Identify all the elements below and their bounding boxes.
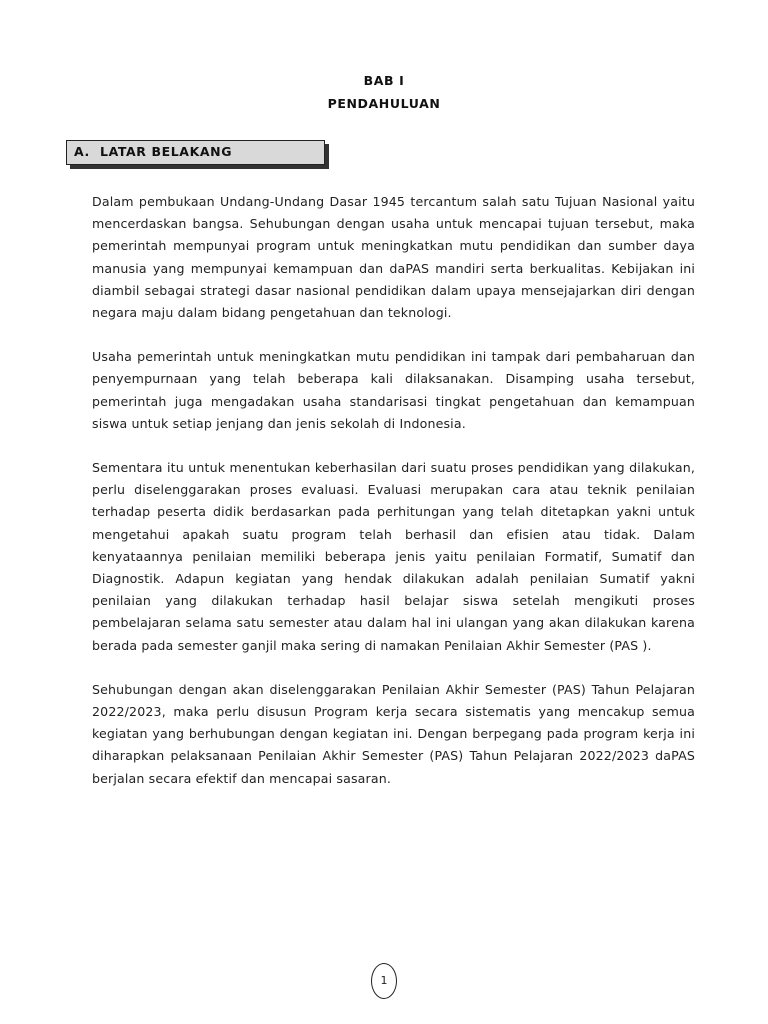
page-number: 1 xyxy=(371,963,397,999)
paragraph-2: Usaha pemerintah untuk meningkatkan mutu pendidikan ini tampak dari pembaharuan dan penyempurnaan yang telah beberapa kali dilaksanakan. Disamping usaha tersebut, pemerintah juga mengadakan usaha standarisasi tingkat pengetahuan dan kemampuan siswa untuk setiap jenjang dan jenis sekolah di Indonesia. xyxy=(92,349,695,431)
paragraph-3: Sementara itu untuk menentukan keberhasilan dari suatu proses pendidikan yang dilakukan, perlu diselenggarakan proses evaluasi. Evaluasi merupakan cara atau teknik penilaian terhadap peserta didik berdasarkan pada perhitungan yang telah ditetapkan yakni untuk mengetahui apakah suatu program telah berhasil dan efisien atau tidak. Dalam kenyataannya penilaian memiliki beberapa jenis yaitu penilaian Formatif, Sumatif dan Diagnostik. Adapun kegiatan yang hendak dilakukan adalah penilaian Sumatif yakni penilaian yang dilakukan terhadap hasil belajar siswa setelah mengikuti proses pembelajaran selama satu semester atau dalam hal ini ulangan yang akan dilakukan karena berada pada semester ganjil maka sering di namakan Penilaian Akhir Semester (PAS ). xyxy=(92,460,695,653)
section-heading xyxy=(66,140,325,165)
chapter-title: PENDAHULUAN xyxy=(327,96,441,111)
paragraph-1: Dalam pembukaan Undang-Undang Dasar 1945 tercantum salah satu Tujuan Nasional yaitu mencerdaskan bangsa. Sehubungan dengan usaha untuk mencapai tujuan tersebut, maka pemerintah mempunyai program untuk meningkatkan mutu pendidikan dan sumber daya manusia yang mempunyai kemampuan dan daPAS mandiri serta berkualitas. Kebijakan ini diambil sebagai strategi dasar nasional pendidikan dalam upaya mensejajarkan diri dengan negara maju dalam bidang pengetahuan dan teknologi. xyxy=(92,194,695,321)
chapter-number: BAB I xyxy=(363,73,405,88)
section-title: LATAR BELAKANG xyxy=(100,144,233,159)
body-text xyxy=(92,191,695,812)
paragraph-4: Sehubungan dengan akan diselenggarakan Penilaian Akhir Semester (PAS) Tahun Pelajaran 2022/2023, maka perlu disusun Program kerja secara sistematis yang mencakup semua kegiatan yang berhubungan dengan kegiatan ini. Dengan berpegang pada program kerja ini diharapkan pelaksanaan Penilaian Akhir Semester (PAS) Tahun Pelajaran 2022/2023 daPAS berjalan secara efektif dan mencapai sasaran. xyxy=(92,681,695,786)
section-number: A. xyxy=(74,144,90,159)
